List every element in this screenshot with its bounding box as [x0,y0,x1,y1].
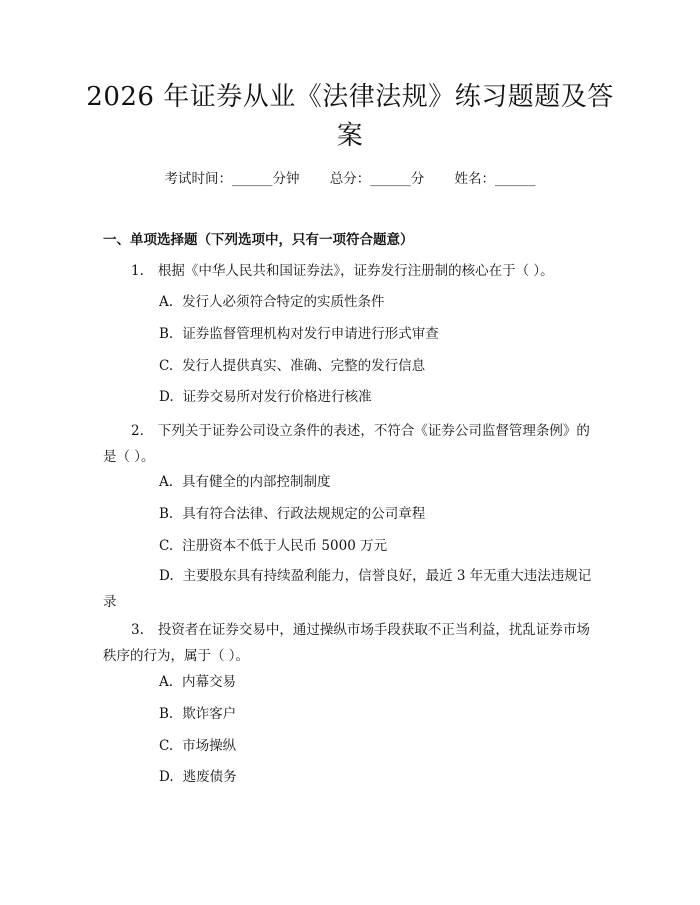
document-title: 2026 年证券从业《法律法规》练习题题及答案 [86,82,614,151]
question-3-option-c [159,736,600,756]
exam-info-line [0,169,700,189]
option-text: 发行人提供真实、准确、完整的发行信息 [182,358,426,374]
exam-time-field: 考试时间：______分钟 [164,171,300,187]
question-2-option-c [159,536,600,556]
option-text: 内幕交易 [182,674,237,690]
option-letter: C. [159,538,174,554]
question-2-option-b [159,504,600,524]
section-heading: 一、单项选择题（下列选项中，只有一项符合题意） [103,232,414,248]
question-text: 下列关于证券公司设立条件的表述，不符合《证券公司监督管理条例》的是（ ）。 [103,423,590,465]
question-1-option-b [159,324,600,344]
option-text: 市场操纵 [182,738,237,754]
option-text: 发行人必须符合特定的实质性条件 [182,294,385,310]
question-2-option-a [159,472,600,492]
option-letter: B. [159,506,174,522]
question-1-option-c [159,356,600,376]
question-2-option-d [103,563,600,615]
option-text: 具有符合法律、行政法规规定的公司章程 [182,506,426,522]
question-text: 根据《中华人民共和国证券法》，证券发行注册制的核心在于（ ）。 [157,263,554,279]
question-3-option-d [159,767,600,787]
option-letter: D. [159,568,174,584]
total-score-field: 总分：______分 [329,171,425,187]
option-text: 具有健全的内部控制制度 [182,474,331,490]
option-text: 证券交易所对发行价格进行核准 [182,389,372,405]
option-letter: B. [159,706,174,722]
name-field: 姓名：______ [454,171,536,187]
option-letter: A. [159,474,174,490]
question-1-option-d [159,387,600,407]
question-number: 1. [131,263,144,279]
option-letter: A. [159,674,174,690]
question-3 [103,617,600,669]
question-1-option-a [159,292,600,312]
option-letter: C. [159,358,174,374]
option-letter: D. [159,769,174,785]
option-letter: D. [159,389,174,405]
question-2 [103,418,600,470]
question-number: 2. [131,423,144,439]
option-text: 主要股东具有持续盈利能力，信誉良好，最近 3 年无重大违法违规记录 [103,568,592,610]
question-number: 3. [131,622,144,638]
question-3-option-a [159,672,600,692]
option-text: 注册资本不低于人民币 5000 万元 [182,538,388,554]
question-text: 投资者在证券交易中，通过操纵市场手段获取不正当利益，扰乱证券市场秩序的行为，属于（ ）。 [103,622,590,664]
question-3-option-b [159,704,600,724]
option-text: 欺诈客户 [182,706,237,722]
question-1 [103,258,600,284]
option-text: 逃废债务 [182,769,237,785]
option-letter: A. [159,294,174,310]
option-text: 证券监督管理机构对发行申请进行形式审查 [182,326,439,342]
option-letter: B. [159,326,174,342]
option-letter: C. [159,738,174,754]
